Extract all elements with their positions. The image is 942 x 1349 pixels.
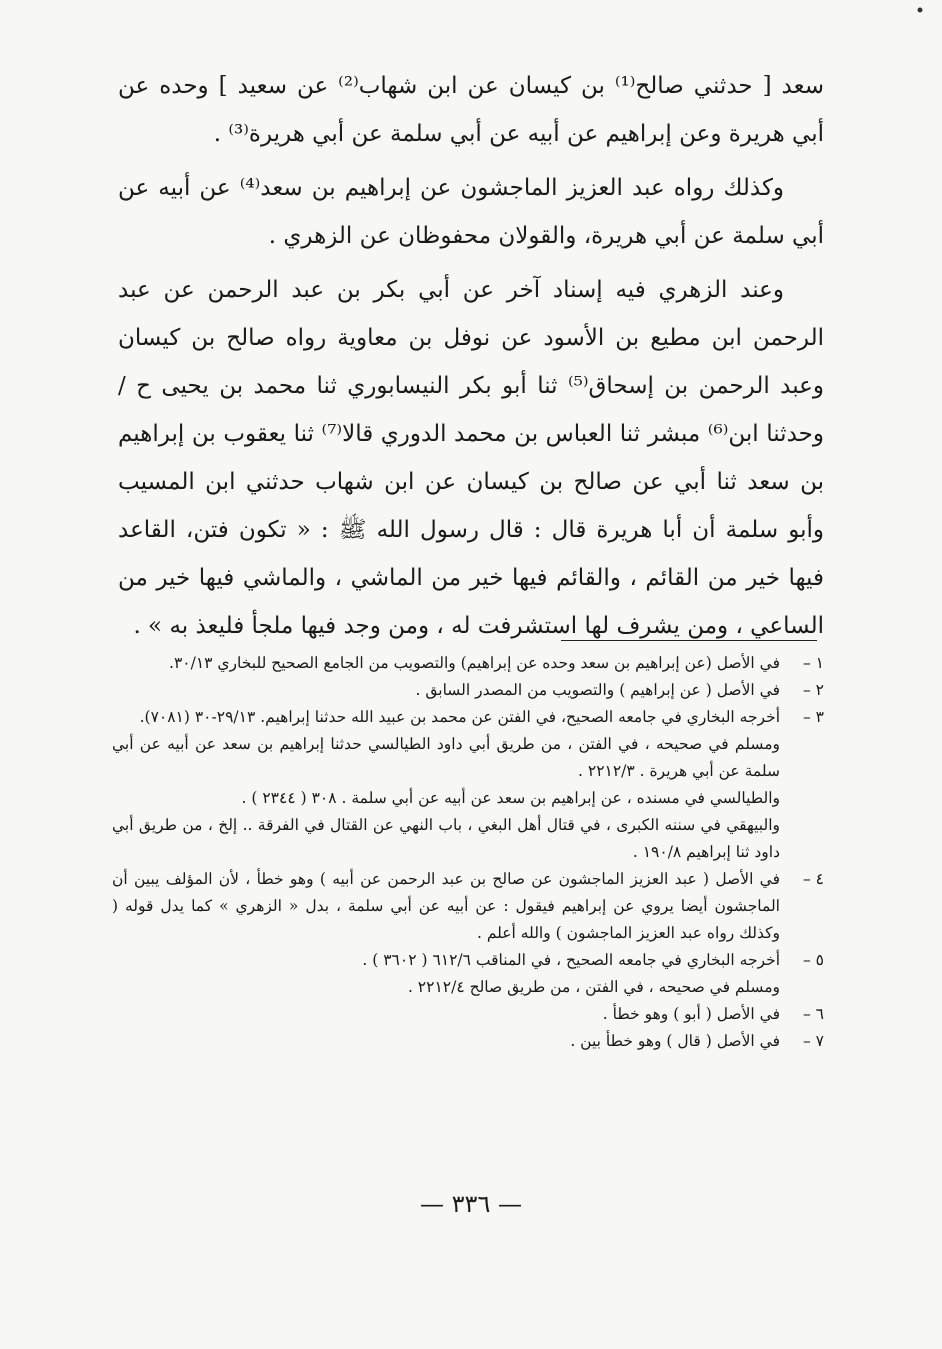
footnote-text	[112, 866, 780, 947]
footnote-number: ٤ –	[802, 870, 824, 888]
footnote-line: ومسلم في صحيحه ، في الفتن ، من طريق صالح ٢٢١٢/٤ .	[407, 978, 780, 996]
footnote-line: والبيهقي في سننه الكبرى ، في قتال أهل البغي ، باب النهي عن القتال في الفرقة .. إلخ ، من طريق أبي داود ثنا إبراهيم ١٩٠/٨ .	[112, 816, 780, 861]
footnote-text	[112, 947, 780, 1001]
footnote-line: في الأصل (عن إبراهيم بن سعد وحده عن إبراهيم) والتصويب من الجامع الصحيح للبخاري ٣٠/١٣.	[169, 654, 780, 672]
footnote-line: في الأصل ( أبو ) وهو خطأ .	[602, 1005, 780, 1023]
footnote-line: في الأصل ( عن إبراهيم ) والتصويب من المصدر السابق .	[415, 681, 780, 699]
footnote	[112, 677, 824, 704]
footnote-number: ٣ –	[802, 708, 824, 726]
footnote-text	[112, 650, 780, 677]
footnote-text	[112, 1001, 780, 1028]
footnote-line: والطيالسي في مسنده ، عن إبراهيم بن سعد عن أبيه عن أبي سلمة . ٣٠٨ ( ٢٣٤٤ ) .	[241, 789, 780, 807]
page-number: — ٣٣٦ —	[420, 1190, 522, 1218]
footnote-number: ٢ –	[802, 681, 824, 699]
footnote-number: ٦ –	[802, 1005, 824, 1023]
footnote-number: ١ –	[802, 654, 824, 672]
footnote-text	[112, 704, 780, 866]
footnote-text	[112, 1028, 780, 1055]
paragraph: وكذلك رواه عبد العزيز الماجشون عن إبراهيم بن سعد⁽⁴⁾ عن أبيه عن أبي سلمة عن أبي هريرة، والقولان محفوظان عن الزهري .	[118, 175, 824, 249]
paragraph: سعد [ حدثني صالح⁽¹⁾ بن كيسان عن ابن شهاب⁽²⁾ عن سعيد ] وحده عن أبي هريرة وعن إبراهيم عن أبيه عن أبي سلمة عن أبي هريرة⁽³⁾ .	[118, 73, 824, 147]
footnote	[112, 650, 824, 677]
footnote	[112, 947, 824, 1001]
footnote	[112, 1001, 824, 1028]
footnote-line: في الأصل ( عبد العزيز الماجشون عن صالح بن عبد الرحمن عن أبيه ) وهو خطأ ، لأن المؤلف يبين أن الماجشون أيضا يروي عن إبراهيم فيقول : عن أبيه عن أبي سلمة ، بدل « الزهري » كما يدل قوله ( وكذلك رواه عبد العزيز الماجشون ) والله أعلم .	[112, 870, 780, 942]
footnote-separator	[561, 640, 817, 641]
footnote	[112, 866, 824, 947]
footnote-line: أخرجه البخاري في جامعه الصحيح ، في المناقب ٦١٢/٦ ( ٣٦٠٢ ) .	[362, 951, 780, 969]
footnote-line: في الأصل ( قال ) وهو خطأ بين .	[570, 1032, 780, 1050]
footnote	[112, 704, 824, 866]
footnote-text	[112, 677, 780, 704]
footnote-line: ومسلم في صحيحه ، في الفتن ، من طريق أبي داود الطيالسي حدثنا إبراهيم بن سعد عن أبيه عن أبي سلمة عن أبي هريرة . ٢٢١٢/٣ .	[112, 735, 780, 780]
footnote-number: ٧ –	[802, 1032, 824, 1050]
main-text	[118, 62, 824, 650]
footnote-line: أخرجه البخاري في جامعه الصحيح، في الفتن عن محمد بن عبيد الله حدثنا إبراهيم. ٢٩/١٣-٣٠ (٧٠٨١).	[139, 708, 780, 726]
footnote-number: ٥ –	[802, 951, 824, 969]
footnote	[112, 1028, 824, 1055]
paragraph: وعند الزهري فيه إسناد آخر عن أبي بكر بن عبد الرحمن عن عبد الرحمن ابن مطيع بن الأسود عن نوفل بن معاوية رواه صالح بن كيسان وعبد الرحمن بن إسحاق⁽⁵⁾ ثنا أبو بكر النيسابوري ثنا محمد بن يحيى ح / وحدثنا ابن⁽⁶⁾ مبشر ثنا العباس بن محمد الدوري قالا⁽⁷⁾ ثنا يعقوب بن إبراهيم بن سعد ثنا أبي عن صالح بن كيسان عن ابن شهاب حدثني ابن المسيب وأبو سلمة أن أبا هريرة قال : قال رسول الله ﷺ : « تكون فتن، القاعد فيها خير من القائم ، والقائم فيها خير من الماشي ، والماشي فيها خير من الساعي ، ومن يشرف لها استشرفت له ، ومن وجد فيها ملجأ فليعذ به » .	[118, 277, 824, 639]
corner-mark	[916, 6, 924, 14]
footnotes	[112, 650, 824, 1055]
